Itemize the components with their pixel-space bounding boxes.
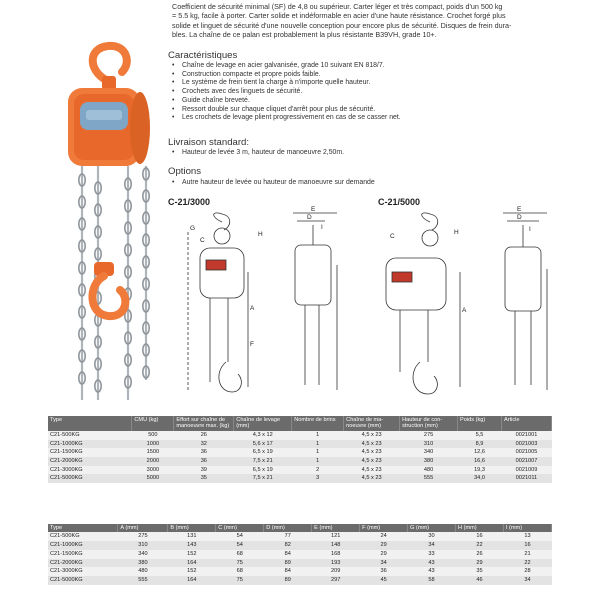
- table-cell: 6,5 x 19: [234, 466, 292, 475]
- table-cell: 555: [118, 576, 168, 585]
- table-row: [48, 474, 552, 483]
- table-cell: C21-1000KG: [48, 440, 132, 449]
- list-item: • Ressort double sur chaque cliquet d'arrêt pour plus de sécurité.: [172, 106, 401, 115]
- column-header: CMU (kg): [132, 416, 174, 431]
- table-cell: 1: [292, 431, 344, 440]
- table-cell: 500: [132, 431, 174, 440]
- intro-paragraph: [172, 2, 592, 40]
- label-i: I: [529, 226, 531, 233]
- table-cell: 164: [168, 559, 216, 568]
- list-item: • Chaîne de levage en acier galvanisée, grade 10 suivant EN 818/7.: [172, 62, 401, 71]
- features-list: [172, 62, 401, 123]
- table-header-row: [48, 524, 552, 532]
- table-cell: 340: [118, 550, 168, 559]
- options-title: Options: [168, 166, 202, 177]
- table-row: [48, 466, 552, 475]
- table-cell: 54: [216, 541, 264, 550]
- table-cell: 340: [400, 448, 458, 457]
- intro-line: Coefficient de sécurité minimal (SF) de 4,8 ou supérieur. Carter léger et très compact, poids d'un 500 kg: [172, 2, 503, 11]
- label-c: C: [390, 233, 395, 240]
- column-header: A (mm): [118, 524, 168, 532]
- table-cell: 6,5 x 19: [234, 448, 292, 457]
- table-cell: 168: [312, 550, 360, 559]
- table-cell: 19,3: [458, 466, 502, 475]
- table-cell: 35: [174, 474, 234, 483]
- table-cell: 152: [168, 550, 216, 559]
- column-header: D (mm): [264, 524, 312, 532]
- table-cell: 32: [174, 440, 234, 449]
- column-header: Chaîne de ma-noeuvre (mm): [344, 416, 400, 431]
- table-cell: 54: [216, 532, 264, 541]
- table-cell: 35: [455, 567, 503, 576]
- column-header: Hauteur de con-struction (mm): [400, 416, 458, 431]
- table-cell: 209: [312, 567, 360, 576]
- table-cell: 77: [264, 532, 312, 541]
- list-item: • Crochets avec des linguets de sécurité.: [172, 88, 401, 97]
- column-header: F (mm): [360, 524, 408, 532]
- chain-hoist-photo: [58, 40, 168, 410]
- table-row: [48, 457, 552, 466]
- label-c: C: [200, 237, 205, 244]
- table-cell: 143: [168, 541, 216, 550]
- table-cell: 121: [312, 532, 360, 541]
- table-cell: 21: [503, 550, 551, 559]
- table-cell: 152: [168, 567, 216, 576]
- table-cell: 84: [264, 550, 312, 559]
- table-cell: 3000: [132, 466, 174, 475]
- table-cell: 84: [264, 567, 312, 576]
- table-cell: 480: [400, 466, 458, 475]
- table-cell: 4,3 x 12: [234, 431, 292, 440]
- table-cell: 4,5 x 23: [344, 466, 400, 475]
- table-cell: 34: [408, 541, 456, 550]
- table-cell: 1500: [132, 448, 174, 457]
- table-cell: 43: [408, 559, 456, 568]
- delivery-title: Livraison standard:: [168, 137, 250, 148]
- table-cell: 4,5 x 23: [344, 440, 400, 449]
- column-header: Chaîne de levage (mm): [234, 416, 292, 431]
- table-row: [48, 440, 552, 449]
- table-cell: 4,5 x 23: [344, 457, 400, 466]
- table-cell: 33: [408, 550, 456, 559]
- table-cell: C21-3000KG: [48, 466, 132, 475]
- table-cell: 0021001: [501, 431, 551, 440]
- table-cell: C21-2000KG: [48, 559, 118, 568]
- table-cell: 275: [400, 431, 458, 440]
- table-row: [48, 550, 552, 559]
- table-cell: 22: [455, 541, 503, 550]
- column-header: C (mm): [216, 524, 264, 532]
- column-header: G (mm): [408, 524, 456, 532]
- table-cell: 1: [292, 457, 344, 466]
- table-cell: 46: [455, 576, 503, 585]
- table-row: [48, 567, 552, 576]
- table-cell: 16: [455, 532, 503, 541]
- table-cell: 1: [292, 448, 344, 457]
- column-header: Article: [501, 416, 551, 431]
- list-item: • Construction compacte et propre poids faible.: [172, 71, 401, 80]
- table-cell: C21-5000KG: [48, 474, 132, 483]
- column-header: B (mm): [168, 524, 216, 532]
- table-cell: C21-500KG: [48, 431, 132, 440]
- table-cell: 26: [455, 550, 503, 559]
- table-cell: 89: [264, 576, 312, 585]
- column-header: Type: [48, 416, 132, 431]
- label-d: D: [307, 214, 312, 221]
- table-cell: 36: [174, 448, 234, 457]
- column-header: Nombre de brins: [292, 416, 344, 431]
- table-cell: 0021005: [501, 448, 551, 457]
- table-cell: 3: [292, 474, 344, 483]
- table-cell: 28: [503, 567, 551, 576]
- table-cell: 310: [400, 440, 458, 449]
- label-a: A: [462, 307, 467, 314]
- table-cell: 12,6: [458, 448, 502, 457]
- table-cell: 24: [360, 532, 408, 541]
- table-cell: 36: [174, 457, 234, 466]
- label-g: G: [190, 225, 196, 232]
- table-cell: 0021011: [501, 474, 551, 483]
- intro-line: bles. La chaîne de ce palan est probablement la plus résistante B39VH, grade 10+.: [172, 30, 437, 40]
- column-header: I (mm): [503, 524, 551, 532]
- table-cell: C21-1500KG: [48, 448, 132, 457]
- table-cell: 89: [264, 559, 312, 568]
- table-cell: 2000: [132, 457, 174, 466]
- table-cell: C21-1500KG: [48, 550, 118, 559]
- table-cell: 5,5: [458, 431, 502, 440]
- table-cell: 34: [503, 576, 551, 585]
- label-i: I: [321, 224, 323, 231]
- technical-drawing-c21-3000-side: [285, 205, 345, 400]
- intro-line: solide et linguet de sécurité d'une nouvelle conception pour encore plus de sécurité. Disques de frein dura-: [172, 20, 512, 30]
- table-body: [48, 532, 552, 584]
- label-h: H: [258, 231, 263, 238]
- table-cell: 8,9: [458, 440, 502, 449]
- table-cell: 380: [400, 457, 458, 466]
- table-cell: 29: [360, 541, 408, 550]
- table-cell: 148: [312, 541, 360, 550]
- table-cell: 4,5 x 23: [344, 474, 400, 483]
- table-cell: 68: [216, 550, 264, 559]
- features-title: Caractéristiques: [168, 50, 238, 61]
- table-cell: 82: [264, 541, 312, 550]
- technical-drawing-c21-3000-front: [170, 212, 275, 400]
- table-cell: 1000: [132, 440, 174, 449]
- table-cell: 75: [216, 559, 264, 568]
- table-cell: C21-3000KG: [48, 567, 118, 576]
- table-row: [48, 559, 552, 568]
- list-item: • Les crochets de levage plient progressivement en cas de se casser net.: [172, 114, 401, 123]
- table-cell: 275: [118, 532, 168, 541]
- delivery-list: [172, 149, 344, 158]
- table-body: [48, 431, 552, 483]
- options-list: [172, 179, 375, 188]
- table-cell: C21-1000KG: [48, 541, 118, 550]
- table-cell: 45: [360, 576, 408, 585]
- label-e: E: [517, 206, 522, 213]
- technical-drawing-c21-5000-front: [380, 212, 485, 400]
- dimensions-table: [48, 524, 552, 585]
- table-cell: 39: [174, 466, 234, 475]
- table-cell: 68: [216, 567, 264, 576]
- label-a: A: [250, 305, 255, 312]
- table-cell: 2: [292, 466, 344, 475]
- specifications-table: [48, 416, 552, 483]
- table-cell: 555: [400, 474, 458, 483]
- label-f: F: [250, 341, 254, 348]
- table-cell: 7,5 x 21: [234, 474, 292, 483]
- table-row: [48, 541, 552, 550]
- table-header-row: [48, 416, 552, 431]
- table-cell: 75: [216, 576, 264, 585]
- table-cell: 29: [455, 559, 503, 568]
- drawing-title-c21-5000: C-21/5000: [378, 197, 421, 207]
- table-cell: 0021003: [501, 440, 551, 449]
- table-cell: 5,6 x 17: [234, 440, 292, 449]
- column-header: Effort sur chaîne de manoeuvre max. (kg): [174, 416, 234, 431]
- table-cell: 5000: [132, 474, 174, 483]
- table-cell: 1: [292, 440, 344, 449]
- technical-drawing-c21-5000-side: [495, 205, 555, 400]
- list-item: • Guide chaîne breveté.: [172, 97, 401, 106]
- label-h: H: [454, 229, 459, 236]
- table-cell: 30: [408, 532, 456, 541]
- table-cell: 34: [360, 559, 408, 568]
- table-cell: 380: [118, 559, 168, 568]
- table-cell: 22: [503, 559, 551, 568]
- table-cell: 29: [360, 550, 408, 559]
- table-cell: 0021009: [501, 466, 551, 475]
- table-cell: 4,5 x 23: [344, 448, 400, 457]
- table-cell: 164: [168, 576, 216, 585]
- table-cell: 297: [312, 576, 360, 585]
- column-header: H (mm): [455, 524, 503, 532]
- table-cell: 193: [312, 559, 360, 568]
- list-item: • Hauteur de levée 3 m, hauteur de manoeuvre 2,50m.: [172, 149, 344, 158]
- table-cell: 7,5 x 21: [234, 457, 292, 466]
- table-row: [48, 576, 552, 585]
- table-cell: C21-500KG: [48, 532, 118, 541]
- table-cell: 131: [168, 532, 216, 541]
- table-cell: C21-2000KG: [48, 457, 132, 466]
- label-d: D: [517, 214, 522, 221]
- drawing-title-c21-3000: C-21/3000: [168, 197, 211, 207]
- table-cell: 16: [503, 541, 551, 550]
- table-cell: 13: [503, 532, 551, 541]
- list-item: • Le système de frein tient la charge à n'importe quelle hauteur.: [172, 79, 401, 88]
- label-e: E: [311, 206, 316, 213]
- column-header: Type: [48, 524, 118, 532]
- table-cell: 34,0: [458, 474, 502, 483]
- list-item: • Autre hauteur de levée ou hauteur de manoeuvre sur demande: [172, 179, 375, 188]
- column-header: Poids (kg): [458, 416, 502, 431]
- table-cell: 26: [174, 431, 234, 440]
- intro-line: = 5.5 kg, facile à porter. Carter solide et indéformable en acier d'une haute résistance. Crochet forgé plus: [172, 11, 506, 21]
- table-cell: C21-5000KG: [48, 576, 118, 585]
- table-cell: 58: [408, 576, 456, 585]
- table-cell: 480: [118, 567, 168, 576]
- table-cell: 16,6: [458, 457, 502, 466]
- table-cell: 36: [360, 567, 408, 576]
- table-row: [48, 448, 552, 457]
- table-cell: 4,5 x 23: [344, 431, 400, 440]
- table-row: [48, 532, 552, 541]
- table-cell: 310: [118, 541, 168, 550]
- column-header: E (mm): [312, 524, 360, 532]
- table-row: [48, 431, 552, 440]
- table-cell: 0021007: [501, 457, 551, 466]
- table-cell: 43: [408, 567, 456, 576]
